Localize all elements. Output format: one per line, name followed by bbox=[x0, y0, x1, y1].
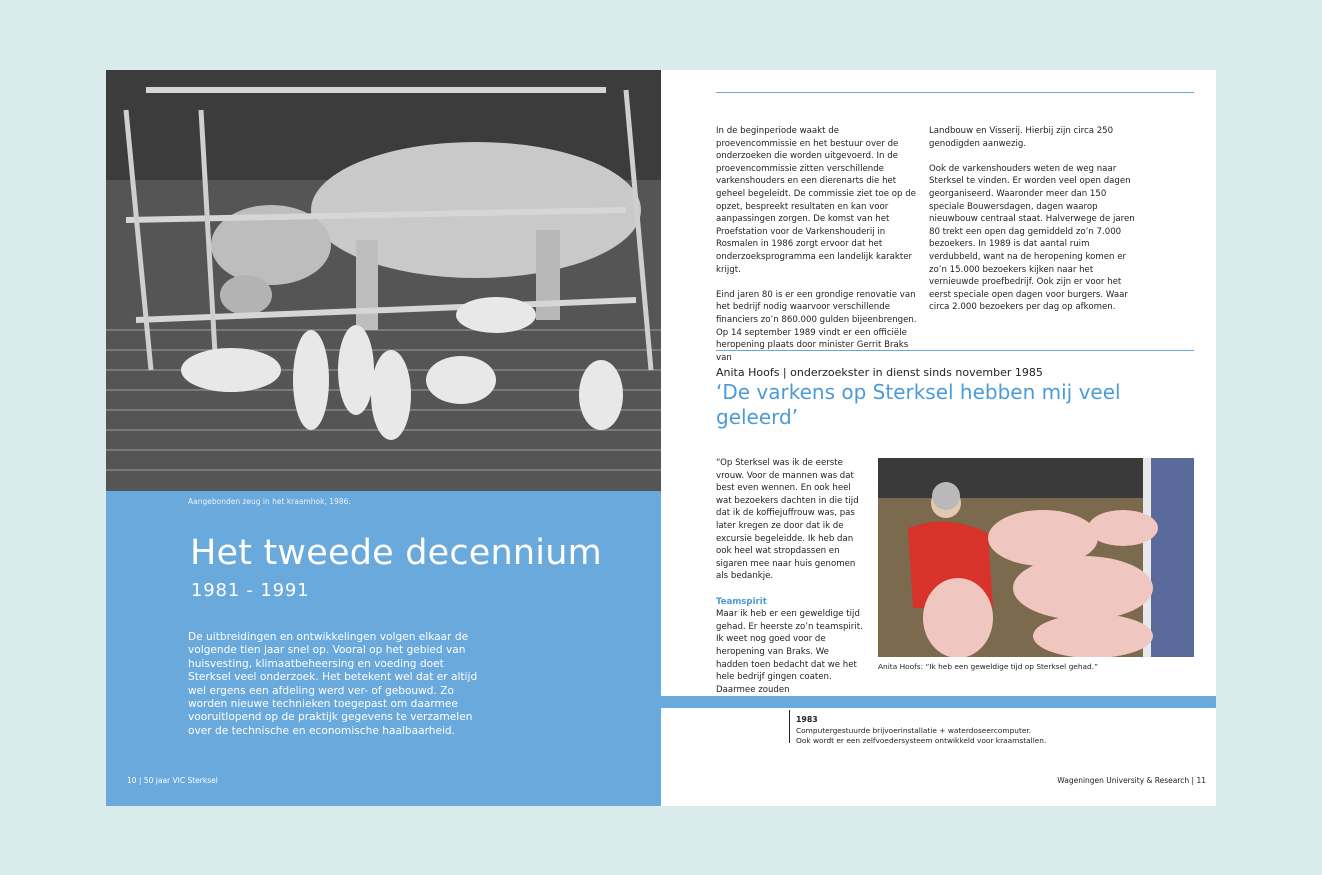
photo-caption: Aangebonden zeug in het kraamhok, 1986. bbox=[188, 497, 351, 506]
page-folio-left: 10 | 50 jaar VIC Sterksel bbox=[127, 776, 218, 785]
interviewee-line: Anita Hoofs | onderzoekster in dienst sinds november 1985 bbox=[716, 366, 1043, 379]
timeline-line-2: Ook wordt er een zelfvoedersysteem ontwikkeld voor kraamstallen. bbox=[796, 736, 1047, 745]
timeline-bar bbox=[661, 696, 1216, 708]
interview-subheading: Teamspirit bbox=[716, 596, 767, 607]
interview-paragraph: Maar ik heb er een geweldige tijd gehad. Er heerste zo’n teamspirit. Ik weet nog goed voor de heropening van Braks. We hadden toen bedacht dat we het hele bedrijf gingen coaten. Daarmee zouden bbox=[716, 609, 863, 695]
quote-title: ‘De varkens op Sterksel hebben mij veel geleerd’ bbox=[716, 380, 1121, 429]
timeline-year: 1983 bbox=[796, 715, 818, 724]
page-folio-right: Wageningen University & Research | 11 bbox=[1057, 776, 1206, 785]
timeline-marker bbox=[789, 710, 790, 743]
interview-paragraph: “Op Sterksel was ik de eerste vrouw. Voor de mannen was dat best even wennen. En ook heel wat bezoekers dachten in die tijd dat ik de koffiejuffrouw was, pas later kregen ze door dat ik de excursie begeleidde. Ik heb dan ook heel wat stropdassen en sigaren mee naar huis genomen als bedankje. bbox=[716, 458, 859, 582]
left-page bbox=[106, 70, 661, 806]
paragraph: Ook de varkenshouders weten de weg naar Sterksel te vinden. Er worden veel open dagen georganiseerd. Waaronder meer dan 150 speciale Bouwersdagen, dagen waarop nieuwbouw centraal staat. Halverwege de jaren 80 trekt een open dag gemiddeld zo’n 7.000 bezoekers. In 1989 is dat aantal ruim verdubbeld, want na de heropening komen er zo’n 15.000 bezoekers kijken naar het vernieuwde proefbedrijf. Ook zijn er voor het eerst speciale open dagen voor burgers. Waar circa 2.000 bezoekers per dag op afkomen. bbox=[929, 163, 1135, 313]
chapter-title: Het tweede decennium bbox=[190, 533, 602, 573]
timeline-line-1: Computergestuurde brijvoerinstallatie + waterdoseercomputer. bbox=[796, 726, 1032, 735]
top-rule bbox=[716, 92, 1194, 93]
paragraph: In de beginperiode waakt de proevencommissie en het bestuur over de onderzoeken die worden uitgevoerd. In de proevencommissie zitten verschillende varkenshouders en een dierenarts die het geheel begeleidt. De commissie ziet toe op de opzet, bespreekt resultaten en kan voor aanpassingen zorgen. De komst van het Proefstation voor de Varkenshouderij in Rosmalen in 1986 zorgt ervoor dat het onderzoeksprogramma een landelijk karakter krijgt. bbox=[716, 126, 916, 275]
sow-piglets-photo bbox=[106, 70, 661, 491]
anita-hoofs-photo bbox=[878, 458, 1194, 657]
intro-text: De uitbreidingen en ontwikkelingen volgen elkaar de volgende tien jaar snel op. Vooral op het gebied van huisvesting, klimaatbeheersing en voeding doet Sterksel veel onderzoek. Het betekent wel dat er altijd wel ergens een afdeling werd ver- of gebouwd. Zo worden nieuwe technieken toegepast om daarmee vooruitlopend op de praktijk gegevens te verzamelen over de technische en economische haalbaarheid. bbox=[188, 631, 478, 737]
anita-photo-caption: Anita Hoofs: “Ik heb een geweldige tijd op Sterksel gehad.” bbox=[878, 662, 1098, 671]
paragraph: Eind jaren 80 is er een grondige renovatie van het bedrijf nodig waarvoor verschillende financiers zo’n 860.000 gulden bijeenbrengen. Op 14 september 1989 vindt er een officiële heropening plaats door minister Gerrit Braks van bbox=[716, 289, 917, 363]
body-column-1 bbox=[716, 125, 921, 377]
body-column-2 bbox=[929, 125, 1139, 327]
section-rule bbox=[716, 350, 1194, 351]
chapter-years: 1981 - 1991 bbox=[191, 580, 310, 601]
right-page bbox=[661, 70, 1216, 806]
timeline-text bbox=[796, 726, 1046, 746]
chapter-intro bbox=[188, 631, 488, 738]
paragraph: Landbouw en Visserij. Hierbij zijn circa 250 genodigden aanwezig. bbox=[929, 126, 1114, 149]
interview-text bbox=[716, 457, 864, 696]
